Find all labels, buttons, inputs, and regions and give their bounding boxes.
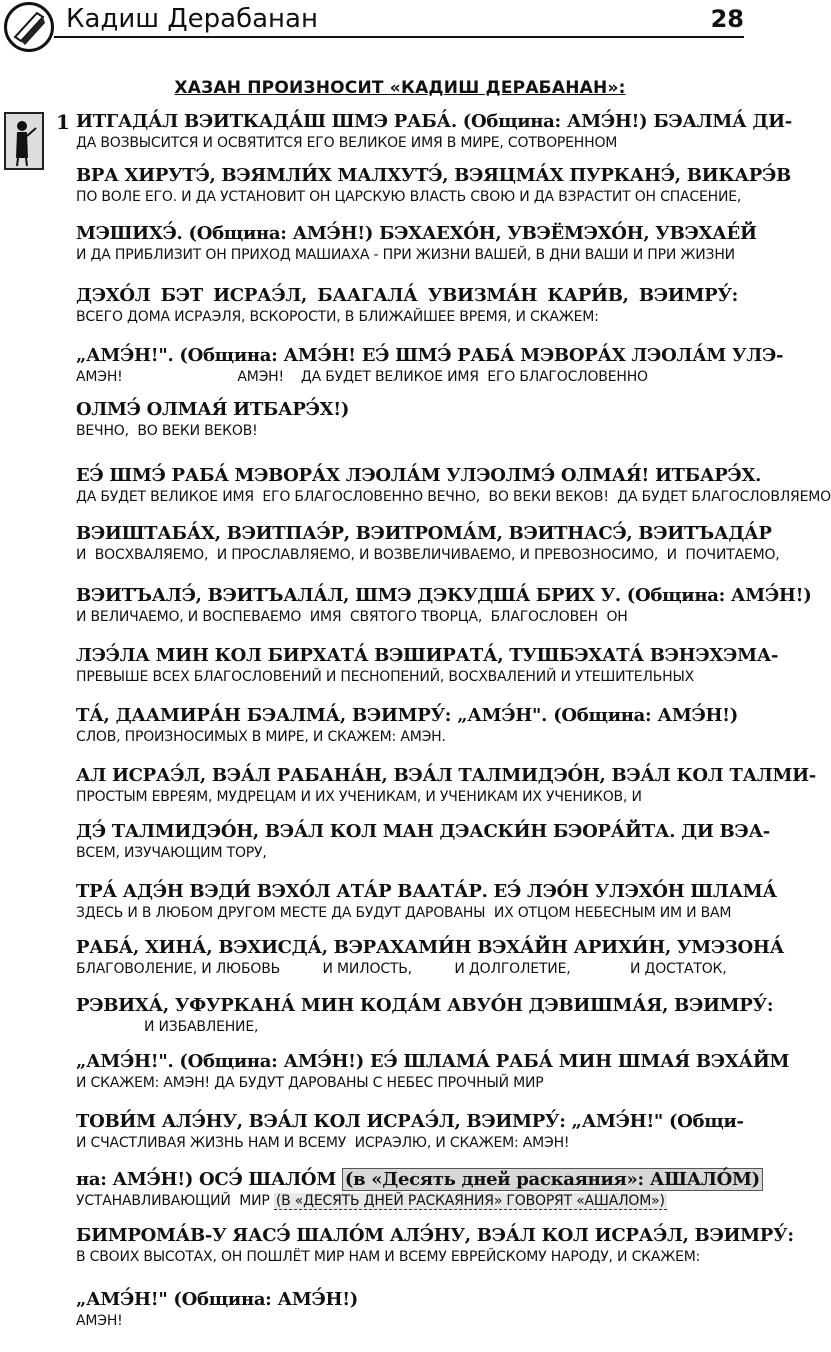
transliteration-line: „АМЭ́Н!". (Община: АМЭ́Н! ЕЭ́ ШМЭ́ РАБА́ МЭВОРА́Х ЛЭОЛА́М УЛЭ- <box>76 345 784 366</box>
text-block <box>76 1224 794 1266</box>
text-block <box>76 164 791 206</box>
transliteration-line: ВРА ХИРУТЭ́, ВЭЯМЛИ́Х МАЛХУТЭ́, ВЭЯЦМА́Х ПУРКАНЭ́, ВИКАРЭ́В <box>76 165 791 186</box>
translation-line: ВСЕМ, ИЗУЧАЮЩИМ ТОРУ, <box>76 845 267 861</box>
text-block <box>76 110 792 152</box>
transliteration-line <box>76 1168 760 1192</box>
text-block <box>76 820 770 862</box>
translation-line: ДА БУДЕТ ВЕЛИКОЕ ИМЯ ЕГО БЛАГОСЛОВЕННО ВЕЧНО, ВО ВЕКИ ВЕКОВ! ДА БУДЕТ БЛАГОСЛОВЛЯЕМО <box>76 489 831 505</box>
transliteration-line: МЭШИХЭ́. (Община: АМЭ́Н!) БЭХАЕХО́Н, УВЭЁМЭХО́Н, УВЭХАЕ́Й <box>76 223 757 244</box>
text-block <box>76 222 757 264</box>
transliteration-line: ТРА́ АДЭ́Н ВЭДИ́ ВЭХО́Л АТА́Р ВААТА́Р. ЕЭ́ ЛЭО́Н УЛЭХО́Н ШЛАМА́ <box>76 881 777 902</box>
text-block <box>76 522 780 564</box>
translation-line: И ВОСХВАЛЯЕМО, И ПРОСЛАВЛЯЕМО, И ВОЗВЕЛИЧИВАЕМО, И ПРЕВОЗНОСИМО, И ПОЧИТАЕМО, <box>76 547 780 563</box>
page-number: 28 <box>710 5 744 33</box>
text-block <box>76 880 777 922</box>
translation-text: УСТАНАВЛИВАЮЩИЙ МИР <box>76 1193 274 1209</box>
translation-line: АМЭН! АМЭН! ДА БУДЕТ ВЕЛИКОЕ ИМЯ ЕГО БЛАГОСЛОВЕННО <box>76 369 648 385</box>
transliteration-line: ТОВИ́М АЛЭ́НУ, ВЭА́Л КОЛ ИСРАЭ́Л, ВЭИМРУ́: „АМЭ́Н!" (Общи- <box>76 1111 744 1132</box>
section-heading: ХАЗАН ПРОИЗНОСИТ «КАДИШ ДЕРАБАНАН»: <box>174 78 626 98</box>
transliteration-line: ВЭИШТАБА́Х, ВЭИТПАЭ́Р, ВЭИТРОМА́М, ВЭИТНАСЭ́, ВЭИТЪАДА́Р <box>76 523 772 544</box>
translation-line: АМЭН! <box>76 1313 123 1329</box>
transliteration-line: ДЭХО́Л БЭТ ИСРАЭ́Л, БААГАЛА́ УВИЗМА́Н КАРИ́В, ВЭИМРУ́: <box>76 285 738 306</box>
translation-line: ВСЕГО ДОМА ИСРАЭЛЯ, ВСКОРОСТИ, В БЛИЖАЙШЕЕ ВРЕМЯ, И СКАЖЕМ: <box>76 309 599 325</box>
translation-line: И СЧАСТЛИВАЯ ЖИЗНЬ НАМ И ВСЕМУ ИСРАЭЛЮ, И СКАЖЕМ: АМЭН! <box>76 1135 570 1151</box>
text-block <box>76 1288 738 1330</box>
text-block <box>76 704 738 746</box>
translation-line: ДА ВОЗВЫСИТСЯ И ОСВЯТИТСЯ ЕГО ВЕЛИКОЕ ИМЯ В МИРЕ, СОТВОРЕННОМ <box>76 135 618 151</box>
page-header <box>0 0 800 42</box>
text-block <box>76 936 784 978</box>
ten-days-note-translation: (В «ДЕСЯТЬ ДНЕЙ РАСКАЯНИЯ» ГОВОРЯТ «АШАЛОМ») <box>275 1193 665 1209</box>
text-block <box>76 764 816 806</box>
translation-line: И ДА ПРИБЛИЗИТ ОН ПРИХОД МАШИАХА - ПРИ ЖИЗНИ ВАШЕЙ, В ДНИ ВАШИ И ПРИ ЖИЗНИ <box>76 247 735 263</box>
text-block <box>76 584 812 626</box>
translation-line: И СКАЖЕМ: АМЭН! ДА БУДУТ ДАРОВАНЫ С НЕБЕС ПРОЧНЫЙ МИР <box>76 1075 544 1091</box>
text-block <box>76 644 779 686</box>
transliteration-line: „АМЭ́Н!" (Община: АМЭ́Н!) <box>76 1289 359 1310</box>
translation-line: ПО ВОЛЕ ЕГО. И ДА УСТАНОВИТ ОН ЦАРСКУЮ ВЛАСТЬ СВОЮ И ДА ВЗРАСТИТ ОН СПАСЕНИЕ, <box>76 189 742 205</box>
translation-line: В СВОИХ ВЫСОТАХ, ОН ПОШЛЁТ МИР НАМ И ВСЕМУ ЕВРЕЙСКОМУ НАРОДУ, И СКАЖЕМ: <box>76 1249 701 1265</box>
translation-line: ПРОСТЫМ ЕВРЕЯМ, МУДРЕЦАМ И ИХ УЧЕНИКАМ, И УЧЕНИКАМ ИХ УЧЕНИКОВ, И <box>76 789 642 805</box>
transliteration-line: АЛ ИСРАЭ́Л, ВЭА́Л РАБАНА́Н, ВЭА́Л ТАЛМИДЭО́Н, ВЭА́Л КОЛ ТАЛМИ- <box>76 765 816 786</box>
text-block <box>76 398 738 440</box>
transliteration-line: ЕЭ́ ШМЭ́ РАБА́ МЭВОРА́Х ЛЭОЛА́М УЛЭОЛМЭ́ ОЛМАЯ́! ИТБАРЭ́Х. <box>76 465 762 486</box>
running-title: Кадиш Дерабанан <box>66 4 318 34</box>
translation-line <box>76 1192 738 1210</box>
translation-line: БЛАГОВОЛЕНИЕ, И ЛЮБОВЬ И МИЛОСТЬ, И ДОЛГОЛЕТИЕ, И ДОСТАТОК, <box>76 961 727 977</box>
text-block <box>76 284 738 326</box>
header-rule <box>54 36 744 38</box>
translation-line: ЗДЕСЬ И В ЛЮБОМ ДРУГОМ МЕСТЕ ДА БУДУТ ДАРОВАНЫ ИХ ОТЦОМ НЕБЕСНЫМ ИМ И ВАМ <box>76 905 732 921</box>
transliteration-line: ДЭ́ ТАЛМИДЭО́Н, ВЭА́Л КОЛ МАН ДЭАСКИ́Н БЭОРА́ЙТА. ДИ ВЭА- <box>76 821 770 842</box>
text-block <box>76 1050 790 1092</box>
transliteration-line: ЛЭЭ́ЛА МИН КОЛ БИРХАТА́ ВЭШИРАТА́, ТУШБЭХАТА́ ВЭНЭХЭМА- <box>76 645 779 666</box>
translation-line: ПРЕВЫШЕ ВСЕХ БЛАГОСЛОВЕНИЙ И ПЕСНОПЕНИЙ, ВОСХВАЛЕНИЙ И УТЕШИТЕЛЬНЫХ <box>76 669 694 685</box>
transliteration-line: ВЭИТЪАЛЭ́, ВЭИТЪАЛА́Л, ШМЭ ДЭКУДША́ БРИХ У. (Община: АМЭ́Н!) <box>76 585 812 606</box>
transliteration-line: БИМРОМА́В-У ЯАСЭ́ ШАЛО́М АЛЭ́НУ, ВЭА́Л КОЛ ИСРАЭ́Л, ВЭИМРУ́: <box>76 1225 794 1246</box>
transliteration-line: РЭВИХА́, УФУРКАНА́ МИН КОДА́М АВУО́Н ДЭВИШМА́Я, ВЭИМРУ́: <box>76 995 774 1016</box>
paragraph-number: 1 <box>56 110 70 134</box>
translation-line: И ВЕЛИЧАЕМО, И ВОСПЕВАЕМО ИМЯ СВЯТОГО ТВОРЦА, БЛАГОСЛОВЕН ОН <box>76 609 628 625</box>
text-block <box>76 994 774 1036</box>
text-block <box>76 1110 744 1152</box>
transliteration-text: на: АМЭ́Н!) ОСЭ́ ШАЛО́М <box>76 1169 342 1190</box>
transliteration-line: „АМЭ́Н!". (Община: АМЭ́Н!) ЕЭ́ ШЛАМА́ РАБА́ МИН ШМАЯ́ ВЭХА́ЙМ <box>76 1051 790 1072</box>
translation-line: СЛОВ, ПРОИЗНОСИМЫХ В МИРЕ, И СКАЖЕМ: АМЭН. <box>76 729 446 745</box>
transliteration-line: РАБА́, ХИНА́, ВЭХИСДА́, ВЭРАХАМИ́Н ВЭХА́ЙН АРИХИ́Н, УМЭЗОНА́ <box>76 937 784 958</box>
transliteration-line: ТА́, ДААМИРА́Н БЭАЛМА́, ВЭИМРУ́: „АМЭ́Н". (Община: АМЭ́Н!) <box>76 705 738 726</box>
ten-days-note: (в «Десять дней раскаяния»: АШАЛО́М) <box>342 1168 763 1191</box>
cantor-figure-icon <box>4 112 44 170</box>
text-block <box>76 464 831 506</box>
translation-line: ВЕЧНО, ВО ВЕКИ ВЕКОВ! <box>76 423 258 439</box>
text-block <box>76 1168 760 1210</box>
translation-line: И ИЗБАВЛЕНИЕ, <box>76 1019 259 1035</box>
book-logo-icon <box>4 2 54 52</box>
text-block <box>76 344 784 386</box>
transliteration-line: ОЛМЭ́ ОЛМАЯ́ ИТБАРЭ́Х!) <box>76 399 350 420</box>
transliteration-line: ИТГАДА́Л ВЭИТКАДА́Ш ШМЭ РАБА́. (Община: АМЭ́Н!) БЭАЛМА́ ДИ- <box>76 111 792 132</box>
